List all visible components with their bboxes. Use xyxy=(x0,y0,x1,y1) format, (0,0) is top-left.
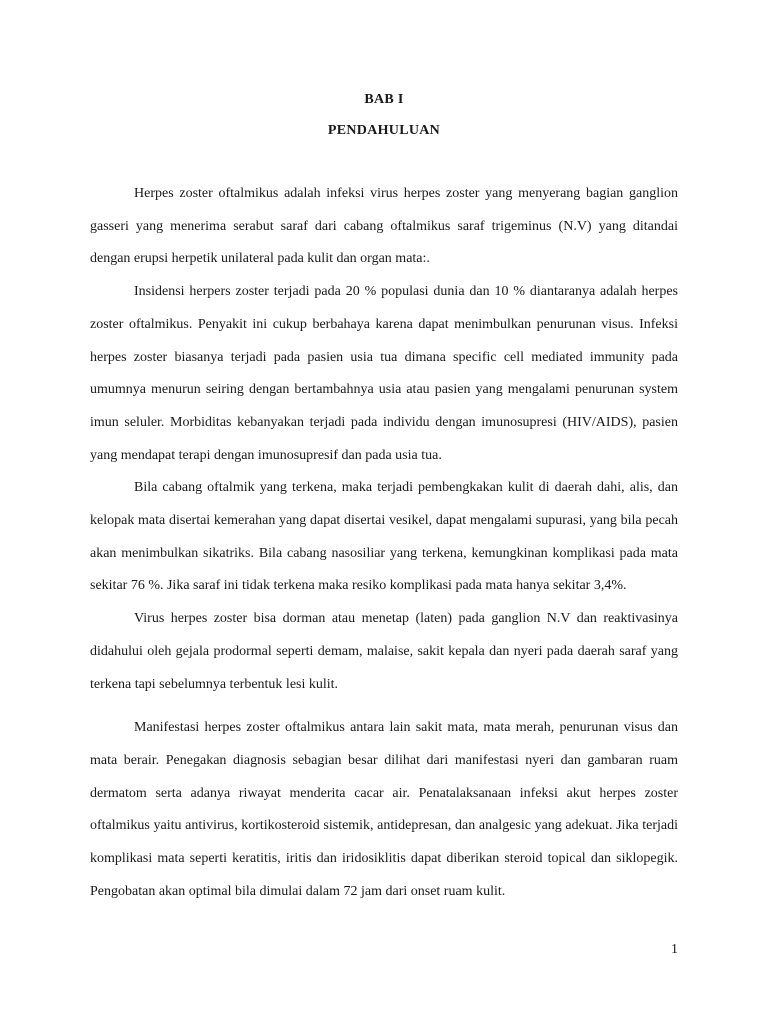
page-number: 1 xyxy=(671,942,678,957)
paragraph-herpes-definition: Herpes zoster oftalmikus adalah infeksi virus herpes zoster yang menyerang bagian ganglion gasseri yang menerima serabut saraf dari cabang oftalmikus saraf trigeminus (N.V) yang ditandai dengan erupsi herpetik unilateral pada kulit dan organ mata:. xyxy=(90,186,678,267)
paragraph-manifestation: Manifestasi herpes zoster oftalmikus antara lain sakit mata, mata merah, penurunan visus dan mata berair. Penegakan diagnosis sebagian besar dilihat dari manifestasi nyeri dan gambaran ruam dermatom serta adanya riwayat menderita cacar air. Penatalaksanaan infeksi akut herpes zoster oftalmikus yaitu antivirus, kortikosteroid sistemik, antidepresan, dan analgesic yang adekuat. Jika terjadi komplikasi mata seperti keratitis, iritis dan iridosiklitis dapat diberikan steroid topical dan siklopegik. Pengobatan akan optimal bila dimulai dalam 72 jam dari onset ruam kulit. xyxy=(90,720,678,899)
document-body xyxy=(90,178,678,908)
paragraph-ophthalmic-branch: Bila cabang oftalmik yang terkena, maka terjadi pembengkakan kulit di daerah dahi, alis, dan kelopak mata disertai kemerahan yang dapat disertai vesikel, dapat mengalami supurasi, yang bila pecah akan menimbulkan sikatriks. Bila cabang nasosiliar yang terkena, kemungkinan komplikasi pada mata sekitar 76 %. Jika saraf ini tidak terkena maka resiko komplikasi pada mata hanya sekitar 3,4%. xyxy=(90,480,678,594)
paragraph-latent-virus: Virus herpes zoster bisa dorman atau menetap (laten) pada ganglion N.V dan reaktivasinya didahului oleh gejala prodormal seperti demam, malaise, sakit kepala dan nyeri pada daerah saraf yang terkena tapi sebelumnya terbentuk lesi kulit. xyxy=(90,611,678,692)
chapter-title: PENDAHULUAN xyxy=(327,123,441,138)
chapter-number: BAB I xyxy=(364,92,404,107)
paragraph-incidence: Insidensi herpers zoster terjadi pada 20 % populasi dunia dan 10 % diantaranya adalah herpes zoster oftalmikus. Penyakit ini cukup berbahaya karena dapat menimbulkan penurunan visus. Infeksi herpes zoster biasanya terjadi pada pasien usia tua dimana specific cell mediated immunity pada umumnya menurun seiring dengan bertambahnya usia atau pasien yang mengalami penurunan system imun seluler. Morbiditas kebanyakan terjadi pada individu dengan imunosupresi (HIV/AIDS), pasien yang mendapat terapi dengan imunosupresif dan pada usia tua. xyxy=(90,284,678,463)
